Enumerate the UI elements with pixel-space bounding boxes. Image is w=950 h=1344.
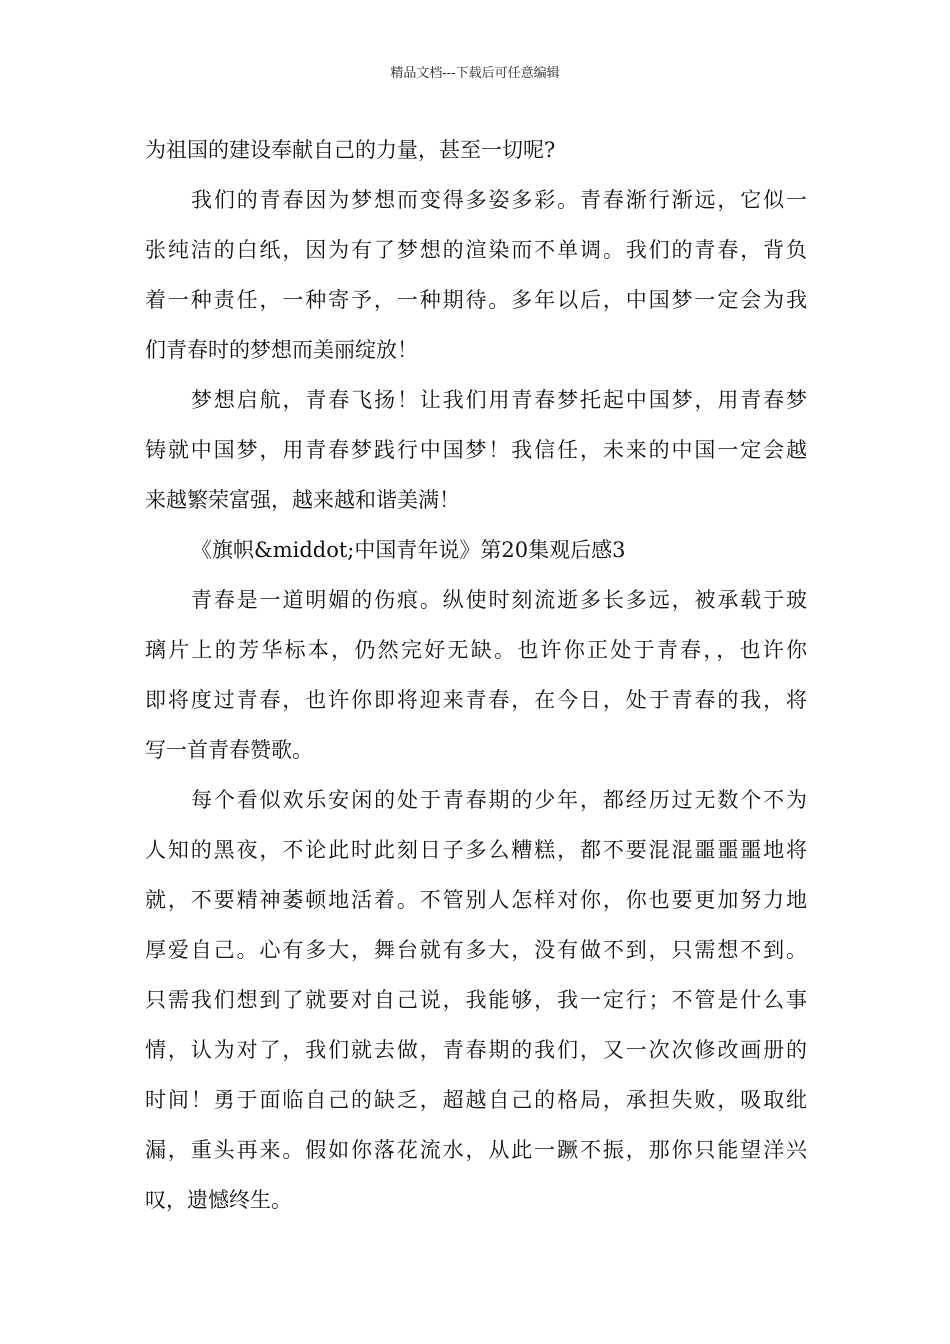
text-line: 即将度过青春，也许你即将迎来青春，在今日，处于青春的我，将 [145, 688, 807, 712]
text-line: 来越繁荣富强，越来越和谐美满！ [145, 488, 460, 512]
text-line: 情，认为对了，我们就去做，青春期的我们，又一次次修改画册的 [145, 1038, 807, 1062]
document-body [145, 130, 807, 1230]
text-line: 着一种责任，一种寄予，一种期待。多年以后，中国梦一定会为我 [145, 288, 807, 312]
text-line: 厚爱自己。心有多大，舞台就有多大，没有做不到，只需想不到。 [145, 938, 807, 962]
text-line: 只需我们想到了就要对自己说，我能够，我一定行；不管是什么事 [145, 988, 807, 1012]
text-line: 就，不要精神萎顿地活着。不管别人怎样对你，你也要更加努力地 [145, 888, 807, 912]
paragraph-first-line: 梦想启航，青春飞扬！让我们用青春梦托起中国梦，用青春梦 [191, 388, 807, 412]
text-line: 张纯洁的白纸，因为有了梦想的渲染而不单调。我们的青春，背负 [145, 238, 807, 262]
text-line: 漏，重头再来。假如你落花流水，从此一蹶不振，那你只能望洋兴 [145, 1138, 807, 1162]
text-line: 写一首青春赞歌。 [145, 738, 313, 762]
text-line: 时间！勇于面临自己的缺乏，超越自己的格局，承担失败，吸取纰 [145, 1088, 807, 1112]
text-line: 叹，遗憾终生。 [145, 1188, 292, 1212]
page-header: 精品文档---下载后可任意编辑 [390, 66, 560, 81]
text-line: 璃片上的芳华标本，仍然完好无缺。也许你正处于青春，，也许你 [145, 638, 807, 662]
text-line: 铸就中国梦，用青春梦践行中国梦！我信任，未来的中国一定会越 [145, 438, 807, 462]
text-line: 为祖国的建设奉献自己的力量，甚至一切呢? [145, 138, 556, 162]
text-line: 人知的黑夜，不论此时此刻日子多么糟糕，都不要混混噩噩噩地将 [145, 838, 807, 862]
text-line: 们青春时的梦想而美丽绽放！ [145, 338, 418, 362]
paragraph-first-line: 每个看似欢乐安闲的处于青春期的少年，都经历过无数个不为 [191, 788, 807, 812]
paragraph-first-line: 我们的青春因为梦想而变得多姿多彩。青春渐行渐远，它似一 [191, 188, 807, 212]
paragraph-first-line: 青春是一道明媚的伤痕。纵使时刻流逝多长多远，被承载于玻 [191, 588, 807, 612]
section-heading: 《旗帜&middot;中国青年说》第20集观后感3 [191, 538, 626, 562]
